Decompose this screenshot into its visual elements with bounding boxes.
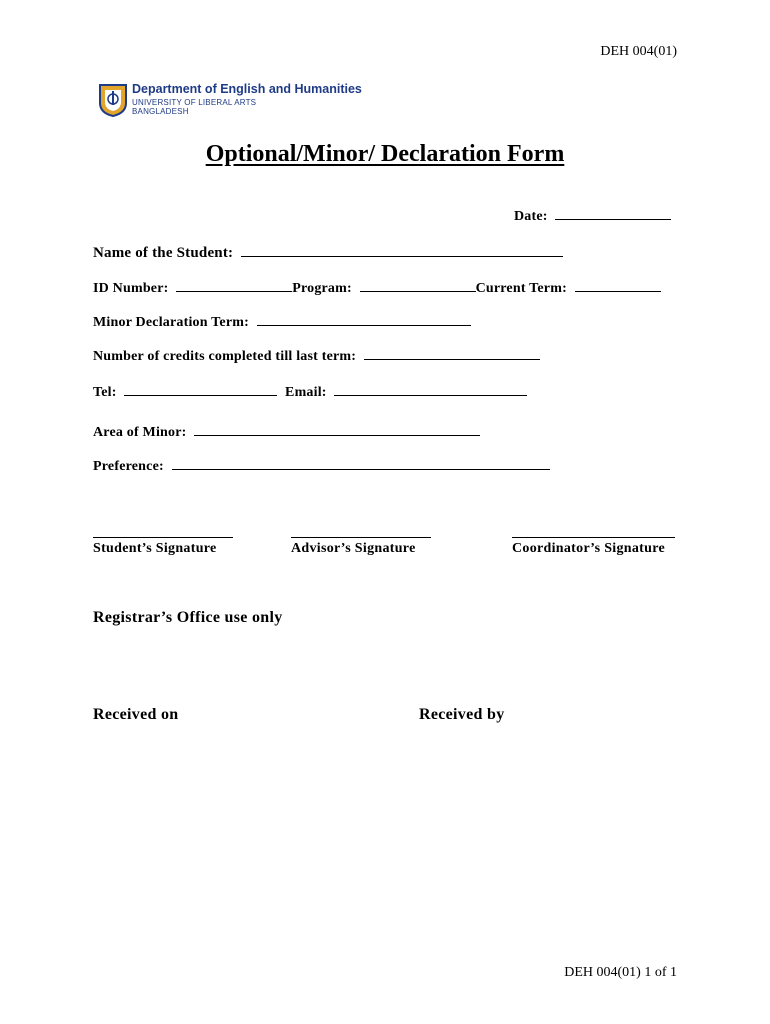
email-label: Email: [285, 385, 327, 400]
advisor-signature-label: Advisor’s Signature [291, 541, 416, 556]
area-of-minor-row [93, 422, 480, 441]
registrar-heading: Registrar’s Office use only [93, 609, 283, 626]
email-blank[interactable] [334, 382, 527, 396]
area-of-minor-label: Area of Minor: [93, 425, 187, 440]
received-by-label: Received by [419, 706, 505, 723]
minor-declaration-term-label: Minor Declaration Term: [93, 315, 249, 330]
credits-completed-label: Number of credits completed till last term: [93, 349, 357, 364]
university-seal-icon [98, 83, 128, 117]
date-row [514, 206, 671, 225]
advisor-signature-line[interactable] [291, 537, 431, 538]
current-term-blank[interactable] [575, 278, 661, 292]
tel-blank[interactable] [124, 382, 277, 396]
form-title: Optional/Minor/ Declaration Form [205, 141, 565, 167]
id-number-label: ID Number: [93, 281, 169, 296]
logo-department-text: Department of English and Humanities [132, 82, 362, 96]
student-signature-line[interactable] [93, 537, 233, 538]
minor-declaration-term-blank[interactable] [257, 312, 471, 326]
minor-declaration-term-row [93, 312, 471, 331]
logo-university-text: UNIVERSITY OF LIBERAL ARTS [132, 98, 257, 107]
date-label: Date: [514, 209, 548, 224]
area-of-minor-blank[interactable] [194, 422, 480, 436]
coordinator-signature-label: Coordinator’s Signature [512, 541, 665, 556]
credits-completed-row [93, 346, 540, 365]
student-name-blank[interactable] [241, 243, 563, 257]
received-on-label: Received on [93, 706, 179, 723]
date-blank[interactable] [555, 206, 671, 220]
document-code: DEH 004(01) [600, 44, 677, 59]
preference-label: Preference: [93, 459, 164, 474]
department-logo [98, 82, 362, 122]
program-blank[interactable] [360, 278, 476, 292]
id-number-blank[interactable] [176, 278, 292, 292]
page-footer: DEH 004(01) 1 of 1 [564, 965, 677, 980]
student-signature-label: Student’s Signature [93, 541, 217, 556]
coordinator-signature-line[interactable] [512, 537, 675, 538]
tel-label: Tel: [93, 385, 117, 400]
current-term-label: Current Term: [475, 281, 567, 296]
student-name-label: Name of the Student: [93, 245, 234, 261]
preference-blank[interactable] [172, 456, 550, 470]
preference-row [93, 456, 550, 475]
program-label: Program: [292, 281, 352, 296]
credits-completed-blank[interactable] [364, 346, 540, 360]
id-program-term-row [93, 278, 661, 297]
tel-email-row [93, 382, 527, 401]
logo-country-text: BANGLADESH [132, 107, 189, 116]
student-name-row [93, 243, 563, 262]
